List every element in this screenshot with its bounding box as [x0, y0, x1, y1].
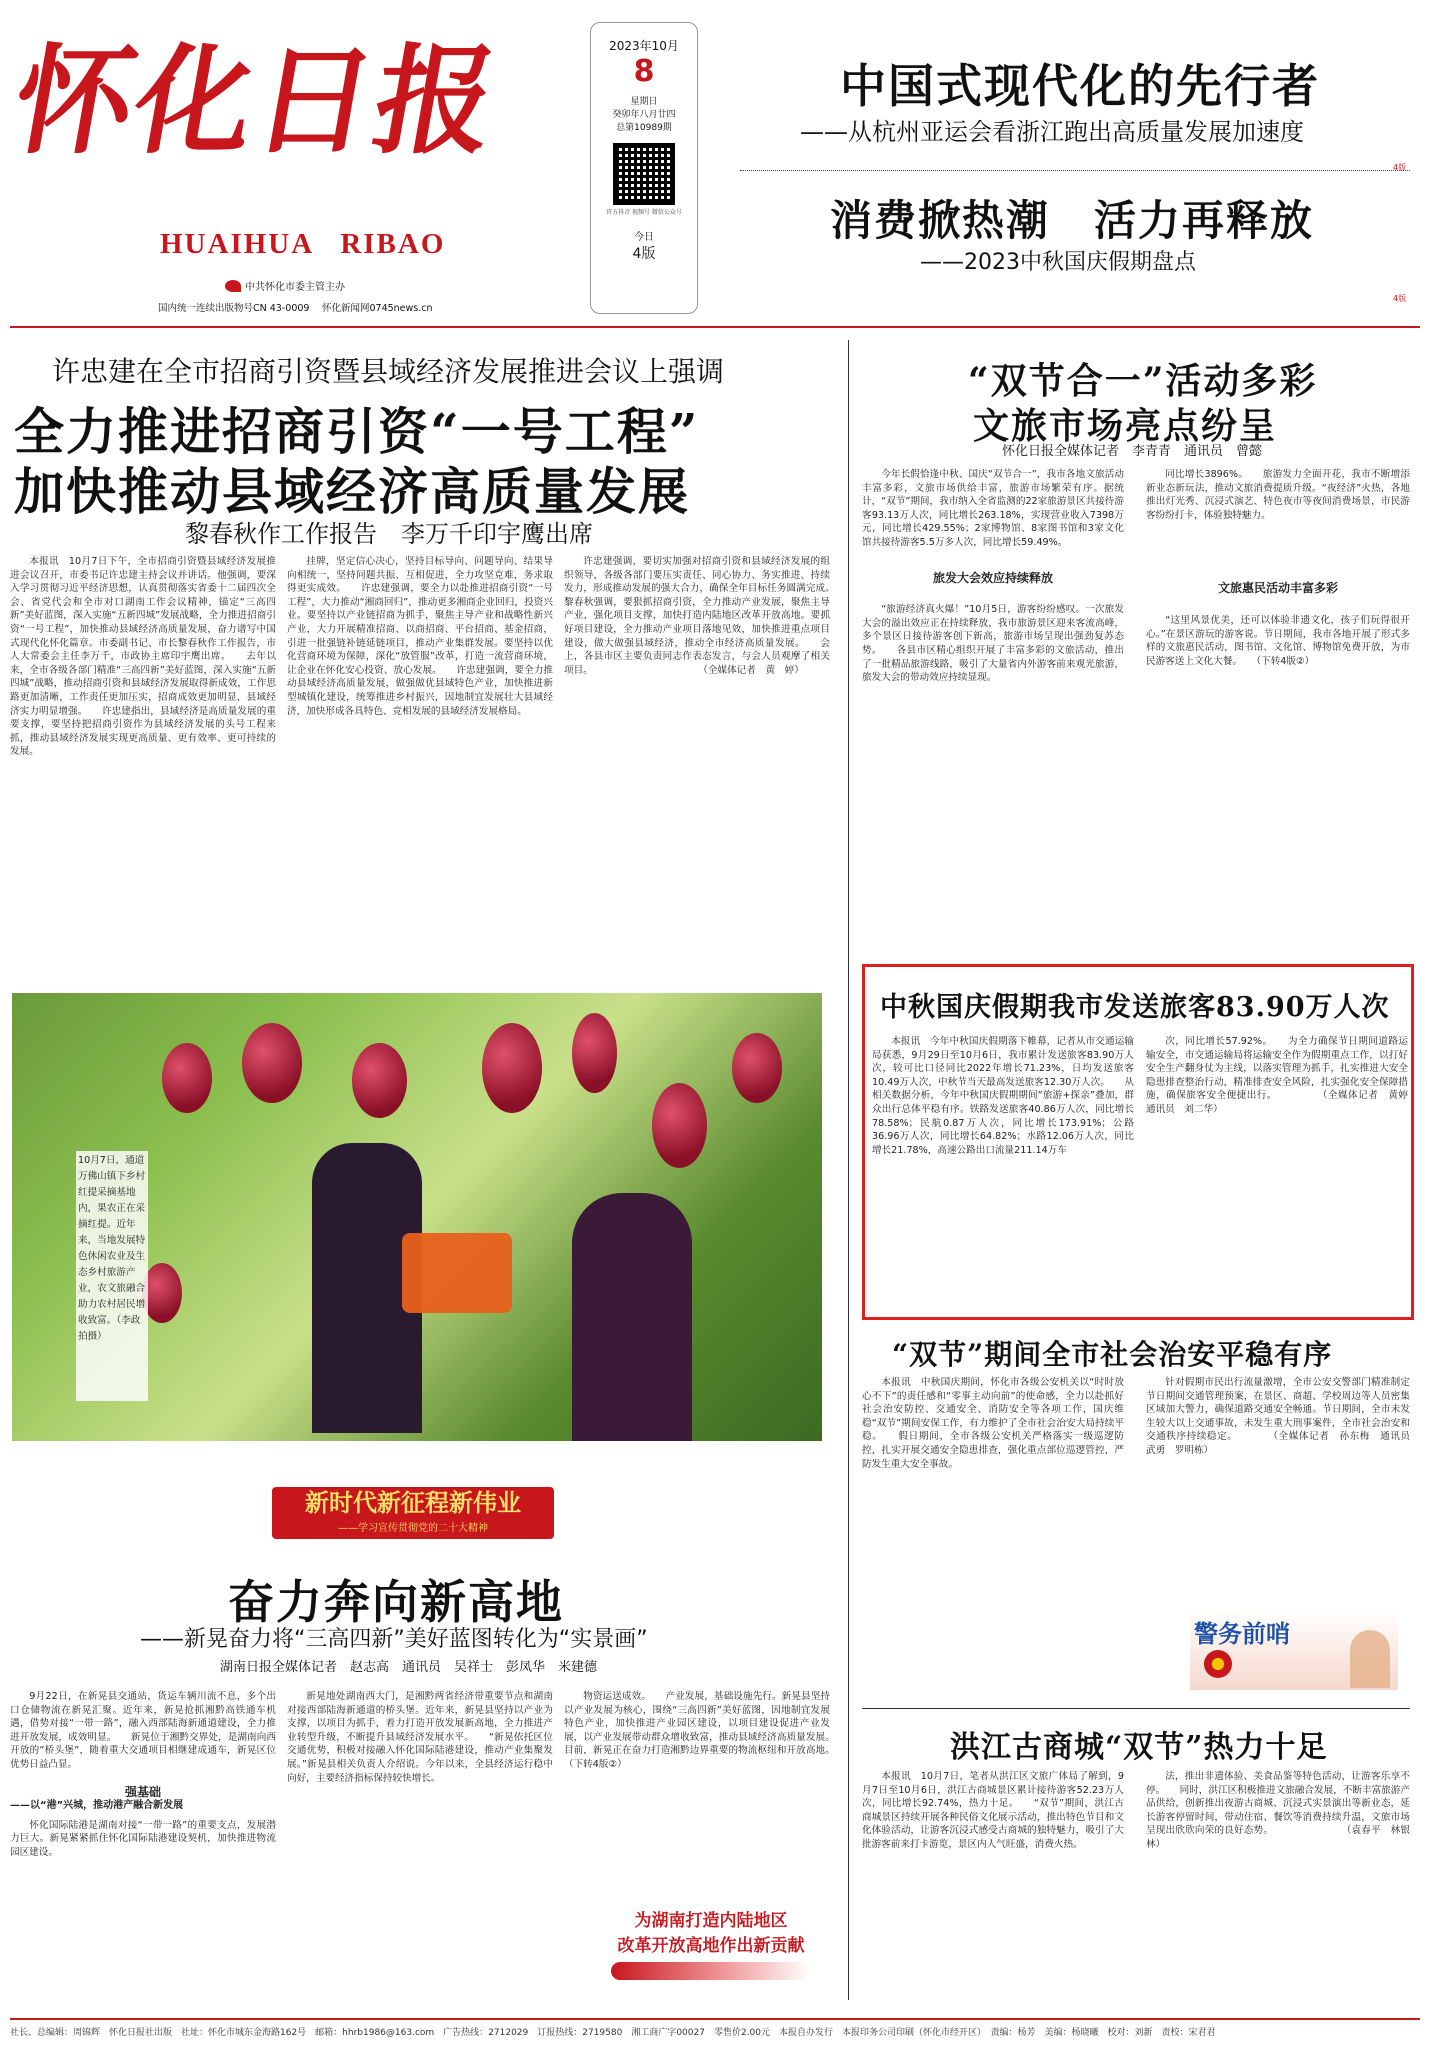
date-weekday: 星期日 — [630, 97, 658, 107]
grape-cluster — [352, 1043, 407, 1118]
era-column-1: 9月22日，在新晃县交通站，货运车辆川流不息，多个出口仓储物流在新晃汇聚。近年来，新晃抢抓湘黔高铁通车机遇，借势对接“一带一路”，融入西部陆海新通道建设，全力推进开放发展，成效明显。 新晃位于湘黔交界处，是湖南向西开放的“桥头堡”，随着重大交通项目相继建成通车，新晃区位优势日益凸显。 强基础 ——以“港”兴城，推动港产融合新发展 怀化国际陆港是湖南对接“一带一路”的重要支点，发展潜力巨大。新晃紧紧抓住怀化国际陆港建设契机，加快推进物流园区建设。 — [10, 1691, 276, 1858]
farmer-figure — [572, 1193, 692, 1441]
divider — [862, 1708, 1410, 1709]
top-headline-2-page[interactable]: 4版 — [1393, 294, 1407, 303]
right-top-title-1[interactable]: “双节合一”活动多彩 — [968, 360, 1318, 402]
masthead-title: 怀化日报 — [3, 31, 509, 170]
era-subhead-2: ——以“港”兴城，推动港产融合新发展 — [10, 1800, 184, 1812]
era-banner-title: 新时代新征程新伟业 — [305, 1488, 521, 1517]
badge-label: 警务前哨 — [1194, 1620, 1290, 1648]
top-headline-1[interactable]: 中国式现代化的先行者 — [840, 59, 1320, 113]
date-issue: 总第10989期 — [616, 123, 672, 133]
promo-line-1: 为湖南打造内陆地区 — [634, 1911, 788, 1931]
top-headline-2[interactable]: 消费掀热潮 活力再释放 — [830, 196, 1315, 245]
qr-code[interactable] — [613, 143, 675, 205]
grape-basket — [402, 1233, 512, 1313]
grape-cluster — [652, 1083, 707, 1168]
today-label: 今日 — [634, 232, 654, 243]
footer-info: 社长、总编辑：周锦辉 怀化日报社出版 社址：怀化市城东金海路162号 邮箱：hhrb1986@163.com 广告热线：2712029 订报热线：2719580 湘工商广字00027 零售价2.00元 本报自办发行 本报印务公司印刷（怀化市经开区） 责编：杨芳 美编：杨晓曦 校对：刘新 责校：宋君君 — [10, 2028, 1216, 2038]
divider — [740, 170, 1410, 171]
hongjiang-title[interactable]: 洪江古商城“双节”热力十足 — [950, 1730, 1328, 1765]
sponsor-text: 中共怀化市委主管主办 — [245, 282, 345, 293]
date-day: 8 — [633, 54, 655, 89]
security-title[interactable]: “双节”期间全市社会治安平稳有序 — [892, 1338, 1333, 1371]
right-top-title-2[interactable]: 文旅市场亮点纷呈 — [973, 405, 1278, 447]
date-box — [590, 22, 698, 314]
masthead-sponsor — [225, 278, 345, 293]
era-subhead: 强基础 — [124, 1784, 161, 1799]
era-column-2: 新晃地处湖南西大门，是湘黔两省经济带重要节点和湖南对接西部陆海新通道的桥头堡。近年来，新晃县坚持以产业为支撑，以项目为抓手，着力打造开放发展新高地，全力推进产业转型升级，不断提升县域经济发展水平。 “新晃依托区位交通优势，积极对接融入怀化国际陆港建设，推动产业集聚发展。”新晃县相关负责人介绍说。今年以来，全县经济运行稳中向好，主要经济指标保持较快增长。 — [287, 1691, 553, 1784]
right-top-subhead-1: 旅发大会效应持续释放 — [932, 570, 1053, 585]
lead-title-2[interactable]: 加快推动县域经济高质量发展 — [14, 462, 690, 521]
hongjiang-column-2: 法，推出非遗体验、美食品鉴等特色活动，让游客乐享不停。 同时，洪江区积极推进文旅融合发展，不断丰富旅游产品供给，创新推出夜游古商城、沉浸式实景演出等新业态，延长游客停留时间，带动住宿、餐饮等消费持续升温，文旅市场呈现出欣欣向荣的良好态势。 （袁春平 林银林） — [1146, 1771, 1410, 1850]
photo-caption: 10月7日，通道万佛山镇下乡村红提采摘基地内，果农正在采摘红提。近年来，当地发展特色休闲农业及生态乡村旅游产业，农文旅融合助力农村居民增收致富。（李政拍摄） — [76, 1151, 148, 1401]
era-title[interactable]: 奋力奔向新高地 — [228, 1575, 564, 1629]
lead-title-1[interactable]: 全力推进招商引资“一号工程” — [14, 402, 700, 461]
top-headline-2-sub: ——2023中秋国庆假期盘点 — [920, 250, 1196, 275]
right-top-column-1: 今年长假恰逢中秋、国庆“双节合一”，我市各地文旅活动丰富多彩，文旅市场供给丰富，旅游市场繁荣有序。据统计，“双节”期间，我市纳入全省监测的22家旅游景区共接待游客93.13万人次，同比增长263.18%，实现营业收入7398万元，同比增长429.55%；2家博物馆、8家图书馆和3家文化馆共接待游客5.5万多人次，同比增长59.49%。 旅发大会效应持续释放 “旅游经济真火爆！”10月5日，游客纷纷感叹。一次旅发大会的溢出效应正在持续释放，我市旅游景区迎来客流高峰，多个景区日接待游客创下新高，旅游市场呈现出强劲复苏态势。 各县市区精心组织开展了丰富多彩的文旅活动，推出了一批精品旅游线路，吸引了大量省内外游客前来观光旅游，旅发大会的带动效应持续显现。 — [862, 469, 1124, 684]
grape-cluster — [162, 1043, 212, 1113]
travel-column-2: 次，同比增长57.92%。 为全力确保节日期间道路运输安全，市交通运输局将运输安全作为假期重点工作，以打好安全生产翻身仗为主线，以落实管理为抓手，扎实推进大安全隐患排查整治行动，精准排查安全风险，扎实强化安全保障措施，确保旅客安全便捷出行。 （全媒体记者 黄婷 通讯员 刘二华） — [1146, 1036, 1418, 1115]
era-banner-sub: ——学习宣传贯彻党的二十大精神 — [338, 1523, 488, 1534]
grape-cluster — [142, 1263, 182, 1323]
security-column-2: 针对假期市民出行流量激增，全市公安交警部门精准制定节日期间交通管理预案，在景区、商超、学校周边等人员密集区域加大警力，确保道路交通安全畅通。节日期间，全市未发生较大以上交通事故，未发生重大刑事案件，全市社会治安和交通秩序持续稳定。 （全媒体记者 孙东梅 通讯员 武勇 罗明栋） — [1146, 1377, 1420, 1456]
divider — [10, 326, 1420, 328]
grape-harvest-photo[interactable] — [12, 993, 822, 1441]
hongjiang-column-1: 本报讯 10月7日，笔者从洪江区文旅广体局了解到，9月7日至10月6日，洪江古商城景区累计接待游客52.23万人次，同比增长92.74%，热力十足。 “双节”期间，洪江古商城景区持续开展各种民俗文化展示活动，推出特色节目和文化体验活动，让游客沉浸式感受古商城的独特魅力，吸引了大批游客前来打卡游览，景区内人气旺盛，消费火热。 — [862, 1771, 1124, 1850]
right-top-byline: 怀化日报全媒体记者 李青青 通讯员 曾懿 — [1002, 444, 1263, 459]
travel-title[interactable]: 中秋国庆假期我市发送旅客83.90万人次 — [880, 992, 1390, 1023]
masthead-pinyin: HUAIHUA RIBAO — [160, 228, 446, 260]
top-headline-1-page[interactable]: 4版 — [1393, 163, 1407, 172]
top-headline-1-sub: ——从杭州亚运会看浙江跑出高质量发展加速度 — [800, 118, 1304, 146]
cn-number: 国内统一连续出版物号CN 43-0009 — [158, 303, 310, 314]
right-top-column-2: 同比增长3896%。 旅游发力全面开花，我市不断增添新业态新玩法，推动文旅消费提质升级。“夜经济”火热，各地推出灯光秀、沉浸式演艺、特色夜市等夜间消费场景，市民游客纷纷打卡，体验独特魅力。 文旅惠民活动丰富多彩 “这里风景优美，还可以体验非遗文化，孩子们玩得很开心。”在景区游玩的游客说。节日期间，我市各地开展了形式多样的文旅惠民活动，图书馆、文化馆、博物馆免费开放，为市民游客送上文化大餐。 （下转4版②） — [1146, 469, 1410, 667]
era-byline: 湖南日报全媒体记者 赵志高 通讯员 吴祥士 彭凤华 米建德 — [220, 1660, 598, 1675]
security-column-1: 本报讯 中秋国庆期间，怀化市各级公安机关以“时时放心不下”的责任感和“零事主动向前”的使命感，全力以赴抓好社会治安防控、交通安全、消防安全等各项工作，国庆维稳“双节”期间安保工作，有力维护了全市社会治安大局持续平稳。 假日期间，全市各级公安机关严格落实一级巡逻防控，扎实开展交通安全隐患排查，强化重点部位巡逻管控，严防发生重大安全事故。 — [862, 1377, 1124, 1470]
grape-cluster — [242, 1023, 302, 1103]
police-emblem-icon — [1204, 1650, 1232, 1678]
grape-cluster — [482, 1023, 542, 1113]
police-officer-icon — [1350, 1630, 1390, 1688]
lead-column-2: 挂牌，坚定信心决心，坚持目标导向、问题导向、结果导向相统一，坚持问题共振、互相促进，全力攻坚克难，务求取得更实成效。 许忠建强调，要全力以赴推进招商引资“一号工程”，大力推动“湘商回归”，推动更多湘商企业回归，投资兴业。要坚持以产业链招商为抓手，聚焦主导产业和战略性新兴产业，大力开展精准招商、以商招商、平台招商、基金招商，引进一批强链补链延链项目，推动产业集群发展。要坚持以优化营商环境为保障，深化“放管服”改革，打造一流营商环境，让企业在怀化安心投资、放心发展。 许忠建强调，要全力推动县域经济高质量发展，做强做优县域特色产业，加快推进新型城镇化建设，统筹推进乡村振兴，因地制宜发展壮大县域经济，加快形成各具特色、竞相发展的县域经济发展格局。 — [287, 556, 553, 717]
era-banner — [272, 1487, 554, 1539]
lead-kicker: 许忠建在全市招商引资暨县域经济发展推进会议上强调 — [52, 355, 725, 388]
grape-cluster — [572, 1013, 617, 1093]
page-count: 4版 — [632, 246, 656, 262]
lead-column-3: 许忠建强调，要切实加强对招商引资和县域经济发展的组织领导，各级各部门要压实责任、同心协力、务实推进、持续发力，形成推动发展的强大合力，确保全年目标任务圆满完成。 黎春秋强调，要狠抓招商引资，全力推动产业发展，聚焦主导产业，强化项目支撑，加快打造内陆地区改革开放高地。要抓好项目建设，全力推动产业项目落地见效，加快推进重点项目建设，做大做强县域经济，推动全市经济高质量发展。 会上，各县市区主要负责同志作表态发言，与会人员观摩了相关项目。 （全媒体记者 黄 婷） — [564, 556, 850, 676]
train-graphic — [611, 1962, 811, 1980]
qr-caption: 官方抖音 视频号 微信公众号 — [606, 209, 682, 216]
promo-line-2: 改革开放高地作出新贡献 — [617, 1936, 805, 1956]
era-subtitle: ——新晃奋力将“三高四新”美好蓝图转化为“实景画” — [140, 1627, 648, 1652]
police-badge-graphic — [1190, 1610, 1398, 1690]
date-year-month: 2023年10月 — [609, 39, 679, 53]
party-logo-icon — [225, 280, 241, 292]
divider — [10, 2018, 1420, 2020]
promo-box[interactable] — [596, 1906, 826, 1986]
era-column-3: 物资运送成效。 产业发展，基础设施先行。新晃县坚持以产业发展为核心，围绕“三高四新”美好蓝图，因地制宜发展特色产业，加快推进产业园区建设，以项目建设促进产业发展，以产业发展带动群众增收致富，推动县域经济高质量发展。 目前，新晃正在奋力打造湘黔边界重要的物流枢纽和开放高地。 （下转4版②） — [564, 1691, 850, 1770]
lead-column-1: 本报讯 10月7日下午，全市招商引资暨县域经济发展推进会议召开，市委书记许忠建主持会议并讲话。他强调，要深入学习贯彻习近平经济思想，认真贯彻落实省委十二届四次全会、省党代会和全市对口湖南工作会议精神，锚定“三高四新”美好蓝图，深入实施“五新四城”发展战略，全力推进招商引资“一号工程”，加快推动县域经济高质量发展，奋力谱写中国式现代化怀化篇章。市委副书记、市长黎春秋作工作报告，市人大常委会主任李万千，市政协主席印宇鹰出席。 去年以来，全市各级各部门精准“三高四新”美好蓝图，深入实施“五新四城”战略，推动招商引资和县域经济发展取得新成效，工作思路更加清晰，工作责任更加压实，招商成效更加明显，县域经济实力明显增强。 许忠建指出，县域经济是高质量发展的重要支撑，要坚持把招商引资作为县域经济发展的头号工程来抓，推动县域经济发展实现更高质量、更有效率、更可持续的发展。 — [10, 556, 276, 758]
lead-byline: 黎春秋作工作报告 李万千印宇鹰出席 — [185, 520, 593, 548]
date-lunar: 癸卯年八月廿四 — [612, 110, 676, 120]
grape-cluster — [732, 1033, 782, 1103]
masthead-publication-info — [158, 300, 433, 314]
right-top-subhead-2: 文旅惠民活动丰富多彩 — [1217, 581, 1338, 596]
travel-column-1: 本报讯 今年中秋国庆假期落下帷幕，记者从市交通运输局获悉，9月29日至10月6日，我市累计发送旅客83.90万人次，较可比口径同比2022年增长71.23%，日均发送旅客10.49万人次，中秋节当天最高发送旅客12.30万人次。 从相关数据分析，今年中秋国庆假期期间“旅游+探亲”叠加，群众出行总体平稳有序。铁路发送旅客40.86万人次，同比增长78.58%；民航0.87万人次，同比增长173.91%；公路36.96万人次，同比增长64.82%；水路12.06万人次，同比增长21.78%，高速公路出口流量211.14万车 — [872, 1036, 1134, 1156]
website: 怀化新闻网0745news.cn — [321, 303, 433, 314]
